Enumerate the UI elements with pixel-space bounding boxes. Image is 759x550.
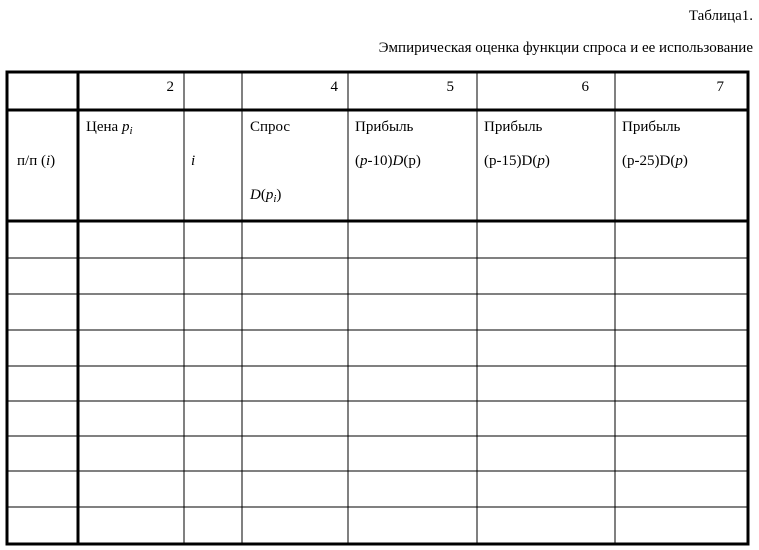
header-index: i	[191, 153, 196, 169]
header-price: Цена $p_i$	[86, 119, 133, 137]
header-demand-label: Спрос	[250, 119, 291, 135]
table-label: Таблица1.	[688, 8, 753, 24]
col-number-6: 6	[581, 79, 589, 95]
table-border	[7, 72, 748, 544]
header-profit-25-formula: (p-25)D(p)	[622, 153, 688, 169]
header-profit-25-label: Прибыль	[622, 119, 681, 135]
col-number-5: 5	[446, 79, 454, 95]
header-profit-10-formula: (p-10)D(p)	[355, 153, 421, 169]
header-profit-15-label: Прибыль	[484, 119, 543, 135]
col-number-4: 4	[330, 79, 338, 95]
header-demand-formula: $D(p_i)$	[250, 187, 282, 205]
header-profit-10-label: Прибыль	[355, 119, 414, 135]
header-row-number: п/п (i)	[17, 153, 56, 169]
header-profit-15-formula: (p-15)D(p)	[484, 153, 550, 169]
col-number-2: 2	[166, 79, 174, 95]
col-number-7: 7	[716, 79, 724, 95]
table-title: Эмпирическая оценка функции спроса и ее использование	[378, 40, 753, 56]
